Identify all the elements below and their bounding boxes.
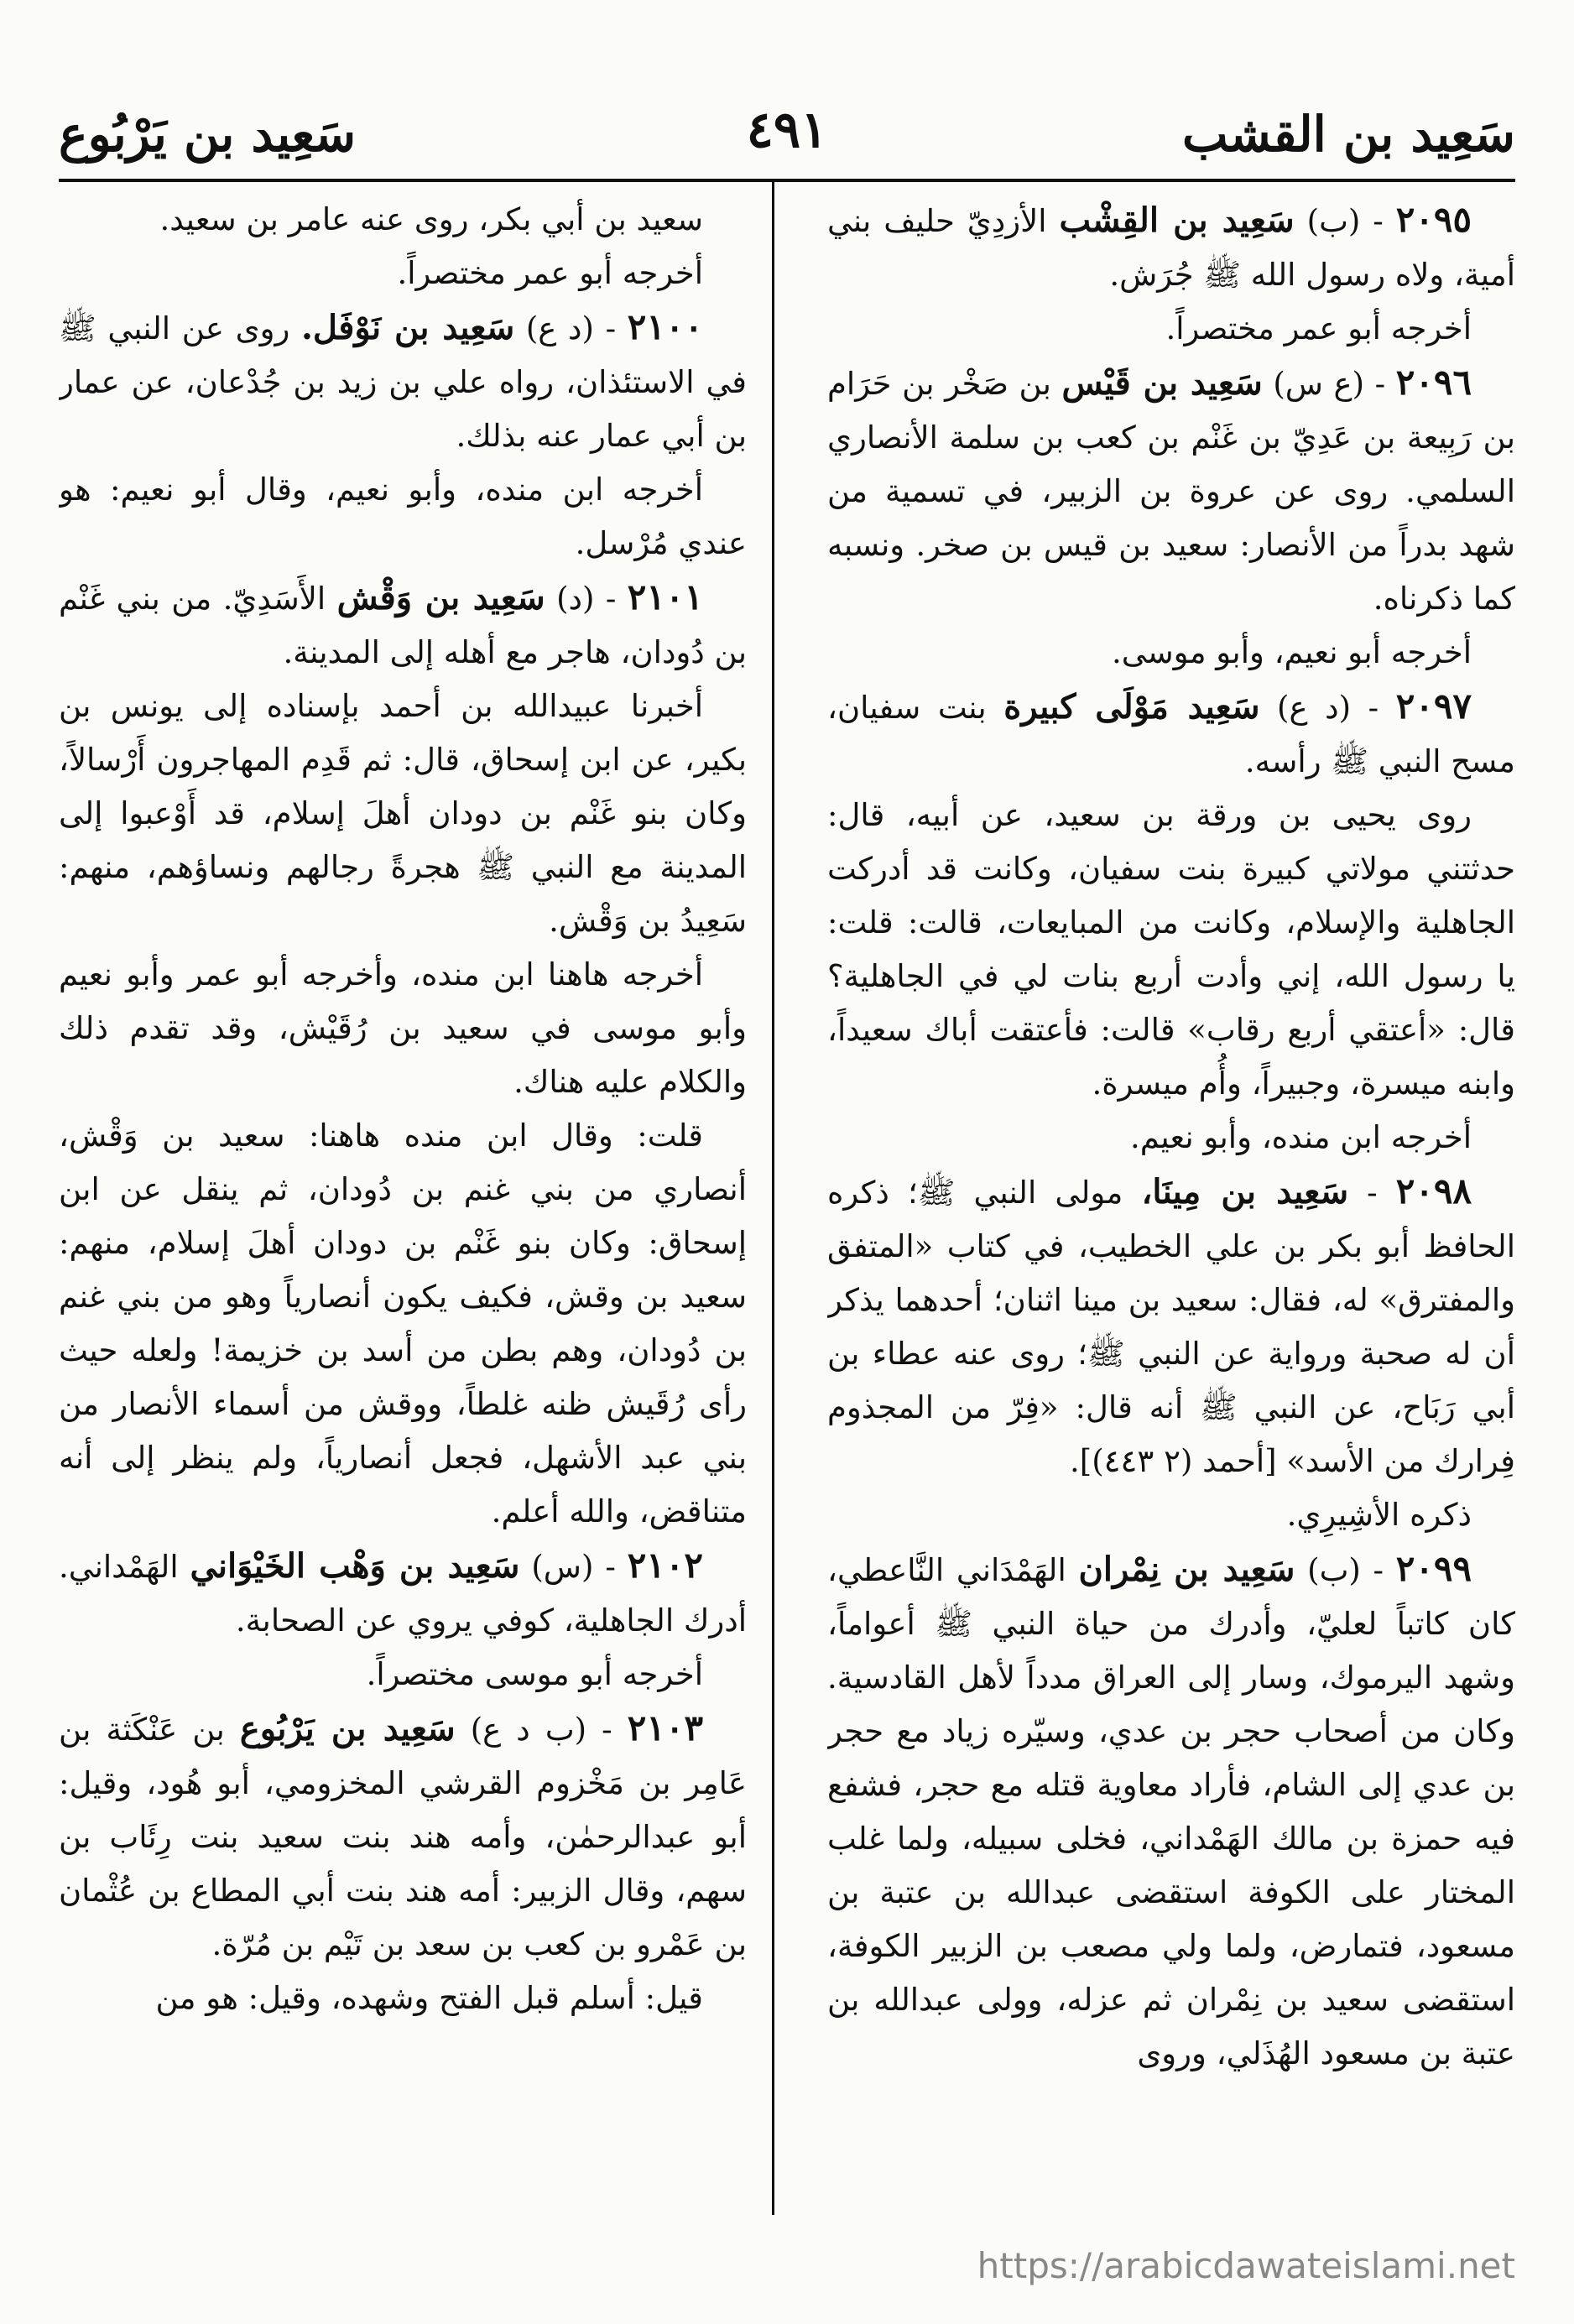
- running-head-right: سَعِيد بن القشب: [1181, 106, 1515, 163]
- entry-name: سَعِيد بن وَقْش: [336, 578, 545, 617]
- entry-number: ٢٠٩٩: [1395, 1548, 1472, 1589]
- body-paragraph: سعيد بن أبي بكر، روى عنه عامر بن سعيد.: [159, 201, 703, 237]
- entry-source-tag: (د ع): [514, 310, 594, 347]
- entry-text: الهَمْدَاني النَّاعطي، كان كاتباً لعليّ، وأدرك من حياة النبي ﷺ أعواماً، وشهد اليرموك، وسار إلى العراق مدداً لأهل القادسية. وكان من أصحاب حجر بن عدي، وسيّره زياد مع حجر بن عدي إلى الشام، فأراد معاوية قتله مع حجر، فشفع فيه حمزة بن مالك الهَمْداني، فخلى سبيله، ولما غلب المختار على الكوفة استقضى عبدالله بن عتبة بن مسعود، فتمارض، ولما ولي مصعب بن الزبير الكوفة، استقضى سعيد بن نِمْران ثم عزله، وولى عبدالله بن عتبة بن مسعود الهُذَلي، وروى: [827, 1552, 1515, 2071]
- entry-source-tag: (ب): [1294, 203, 1361, 239]
- entry-name: سَعِيد بن نَوْفَل.: [300, 308, 515, 347]
- body-paragraph: أخرجه هاهنا ابن منده، وأخرجه أبو عمر وأبو نعيم وأبو موسى في سعيد بن رُقَيْش، وقد تقدم ذلك والكلام عليه هناك.: [59, 956, 747, 1100]
- entry-source-tag: (ب د ع): [455, 1712, 587, 1748]
- body-paragraph: قيل: أسلم قبل الفتح وشهده، وقيل: هو من: [155, 1980, 703, 2016]
- entry-paragraph: ٢١٠١ - (د) سَعِيد بن وَقْش الأَسَدِيّ. من بني غَنْم بن دُودان، هاجر مع أهله إلى المدينة.: [59, 576, 747, 670]
- entry-name: سَعِيد بن وَهْب الخَيْوَاني: [190, 1546, 520, 1586]
- entry-name: سَعِيد بن نِمْران: [1078, 1550, 1295, 1589]
- body-paragraph: أخرجه أبو موسى مختصراً.: [366, 1656, 703, 1692]
- page-header: [59, 92, 1515, 176]
- entry-name: سَعِيد بن قَيْس: [1061, 363, 1263, 403]
- right-column: [827, 193, 1515, 2219]
- entry-text: بن صَخْر بن حَرَام بن رَبِيعة بن عَدِيّ بن غَنْم بن كعب بن سلمة الأنصاري السلمي. روى عن عروة بن الزبير، في تسمية من شهد بدراً من الأنصار: سعيد بن قيس بن صخر. ونسبه كما ذكرناه.: [827, 366, 1515, 617]
- entry-paragraph: ٢١٠٠ - (د ع) سَعِيد بن نَوْفَل. روى عن النبي ﷺ في الاستئذان، رواه علي بن زيد بن جُدْعان، عن عمار بن أبي عمار عنه بذلك.: [59, 306, 747, 454]
- entry-source-tag: (ع س): [1262, 366, 1365, 402]
- entry-text: الأزدِيّ حليف بني أمية، ولاه رسول الله ﷺ جُرَش.: [827, 203, 1515, 293]
- watermark: https://arabicdawateislami.net: [977, 2245, 1515, 2286]
- entry-name: سَعِيد بن القِشْب: [1059, 201, 1295, 240]
- entry-name: سَعِيد بن مِينَا،: [1141, 1172, 1349, 1212]
- entry-name: سَعِيد بن يَرْبُوع: [239, 1709, 456, 1748]
- body-paragraph: روى يحيى بن ورقة بن سعيد، عن أبيه، قال: حدثتني مولاتي كبيرة بنت سفيان، وكانت قد أدركت الجاهلية والإسلام، وكانت من المبايعات، قالت: قلت: يا رسول الله، إني وأدت أربع بنات لي في الجاهلية؟ قال: «أعتقي أربع رقاب» قالت: فأعتقت أباك سعيداً، وابنه ميسرة، وجبيراً، وأُم ميسرة.: [827, 797, 1515, 1102]
- entry-text: الهَمْداني. أدرك الجاهلية، كوفي يروي عن الصحابة.: [59, 1549, 747, 1639]
- running-head-left: سَعِيد بن يَرْبُوع: [59, 106, 357, 163]
- body-paragraph: أخرجه ابن منده، وأبو نعيم، وقال أبو نعيم: هو عندي مُرْسل.: [59, 472, 747, 561]
- entry-source-tag: (ب): [1295, 1552, 1361, 1588]
- entry-number: ٢٠٩٥: [1395, 199, 1472, 240]
- body-paragraph: أخرجه أبو عمر مختصراً.: [1165, 310, 1472, 347]
- entry-number: ٢١٠٠: [627, 306, 703, 347]
- header-rule: [59, 179, 1515, 182]
- entry-text: بنت سفيان، مسح النبي ﷺ رأسه.: [827, 690, 1515, 779]
- entry-number: ٢١٠١: [627, 576, 704, 617]
- entry-number: ٢٠٩٨: [1395, 1170, 1472, 1212]
- entry-number: ٢٠٩٧: [1395, 685, 1472, 727]
- entry-text: بن عَنْكَثة بن عَامِر بن مَخْزوم القرشي المخزومي، أبو هُود، وقيل: أبو عبدالرحمٰن، وأمه هند بنت سعيد بنت رِئَاب بن سهم، وقال الزبير: أمه هند بنت أبي المطاع بن عُثْمان بن عَمْرو بن كعب بن سعد بن تَيْم بن مُرّة.: [59, 1712, 747, 1962]
- entry-source-tag: (د): [545, 581, 595, 617]
- entry-number: ٢١٠٢: [627, 1545, 703, 1586]
- entry-paragraph: ٢٠٩٩ - (ب) سَعِيد بن نِمْران الهَمْدَاني النَّاعطي، كان كاتباً لعليّ، وأدرك من حياة النبي ﷺ أعواماً، وشهد اليرموك، وسار إلى العراق مدداً لأهل القادسية. وكان من أصحاب حجر بن عدي، وسيّره زياد مع حجر بن عدي إلى الشام، فأراد معاوية قتله مع حجر، فشفع فيه حمزة بن مالك الهَمْداني، فخلى سبيله، ولما غلب المختار على الكوفة استقضى عبدالله بن عتبة بن مسعود، فتمارض، ولما ولي مصعب بن الزبير الكوفة، استقضى سعيد بن نِمْران ثم عزله، وولى عبدالله بن عتبة بن مسعود الهُذَلي، وروى: [827, 1548, 1515, 2071]
- entry-source-tag: (د ع): [1259, 690, 1352, 726]
- entry-text: مولى النبي ﷺ؛ ذكره الحافظ أبو بكر بن علي الخطيب، في كتاب «المتفق والمفترق» له، فقال: سعيد بن مينا اثنان؛ أحدهما يذكر أن له صحبة ورواية عن النبي ﷺ؛ روى عنه عطاء بن أبي رَبَاح، عن النبي ﷺ أنه قال: «فِرّ من المجذوم فِرارك من الأسد» [أحمد (٢ ٤٤٣)].: [827, 1175, 1515, 1479]
- entry-number: ٢٠٩٦: [1395, 362, 1472, 403]
- column-divider: [772, 182, 774, 2215]
- entry-paragraph: ٢٠٩٨ - سَعِيد بن مِينَا، مولى النبي ﷺ؛ ذكره الحافظ أبو بكر بن علي الخطيب، في كتاب «المتفق والمفترق» له، فقال: سعيد بن مينا اثنان؛ أحدهما يذكر أن له صحبة ورواية عن النبي ﷺ؛ روى عنه عطاء بن أبي رَبَاح، عن النبي ﷺ أنه قال: «فِرّ من المجذوم فِرارك من الأسد» [أحمد (٢ ٤٤٣)].: [827, 1170, 1515, 1479]
- entry-paragraph: ٢٠٩٥ - (ب) سَعِيد بن القِشْب الأزدِيّ حليف بني أمية، ولاه رسول الله ﷺ جُرَش.: [827, 199, 1515, 293]
- body-paragraph: أخبرنا عبيدالله بن أحمد بإسناده إلى يونس بن بكير، عن ابن إسحاق، قال: ثم قَدِم المهاجرون أَرْسالاً، وكان بنو غَنْم بن دودان أهلَ إسلام، قد أَوْعبوا إلى المدينة مع النبي ﷺ هجرةً رجالهم ونساؤهم، منهم: سَعِيدُ بن وَقْش.: [59, 688, 747, 939]
- entry-paragraph: ٢١٠٢ - (س) سَعِيد بن وَهْب الخَيْوَاني الهَمْداني. أدرك الجاهلية، كوفي يروي عن الصحابة.: [59, 1545, 747, 1639]
- entry-source-tag: (س): [519, 1549, 594, 1585]
- body-paragraph: أخرجه أبو نعيم، وأبو موسى.: [1112, 634, 1472, 670]
- entry-paragraph: ٢١٠٣ - (ب د ع) سَعِيد بن يَرْبُوع بن عَنْكَثة بن عَامِر بن مَخْزوم القرشي المخزومي، أبو هُود، وقيل: أبو عبدالرحمٰن، وأمه هند بنت سعيد بنت رِئَاب بن سهم، وقال الزبير: أمه هند بنت أبي المطاع بن عُثْمان بن عَمْرو بن كعب بن سعد بن تَيْم بن مُرّة.: [59, 1707, 747, 1962]
- body-paragraph: أخرجه أبو عمر مختصراً.: [397, 255, 703, 291]
- body-paragraph: أخرجه ابن منده، وأبو نعيم.: [1129, 1119, 1472, 1155]
- body-paragraph: ذكره الأشِيرِي.: [1286, 1497, 1472, 1533]
- body-paragraph: قلت: وقال ابن منده هاهنا: سعيد بن وَقْش، أنصاري من بني غنم بن دُودان، ثم ينقل عن ابن إسحاق: وكان بنو غَنْم بن دودان أهلَ إسلام، منهم: سعيد بن وقش، فكيف يكون أنصارياً وهو من بني غنم بن دُودان، وهم بطن من أسد بن خزيمة! ولعله حيث رأى رُقَيش ظنه غلطاً، ووقش من أسماء الأنصار من بني عبد الأشهل، فجعل أنصارياً، ولم ينظر إلى أنه متناقض، والله أعلم.: [59, 1118, 747, 1529]
- left-column: [59, 193, 747, 2219]
- page-number: ٤٩١: [746, 101, 828, 159]
- entry-name: سَعِيد مَوْلَى كبيرة: [1003, 687, 1260, 727]
- entry-paragraph: ٢٠٩٦ - (ع س) سَعِيد بن قَيْس بن صَخْر بن حَرَام بن رَبِيعة بن عَدِيّ بن غَنْم بن كعب بن سلمة الأنصاري السلمي. روى عن عروة بن الزبير، في تسمية من شهد بدراً من الأنصار: سعيد بن قيس بن صخر. ونسبه كما ذكرناه.: [827, 362, 1515, 617]
- entry-text: روى عن النبي ﷺ في الاستئذان، رواه علي بن زيد بن جُدْعان، عن عمار بن أبي عمار عنه بذلك.: [59, 310, 747, 454]
- entry-text: الأَسَدِيّ. من بني غَنْم بن دُودان، هاجر مع أهله إلى المدينة.: [59, 581, 747, 670]
- entry-number: ٢١٠٣: [627, 1707, 703, 1748]
- entry-paragraph: ٢٠٩٧ - (د ع) سَعِيد مَوْلَى كبيرة بنت سفيان، مسح النبي ﷺ رأسه.: [827, 685, 1515, 779]
